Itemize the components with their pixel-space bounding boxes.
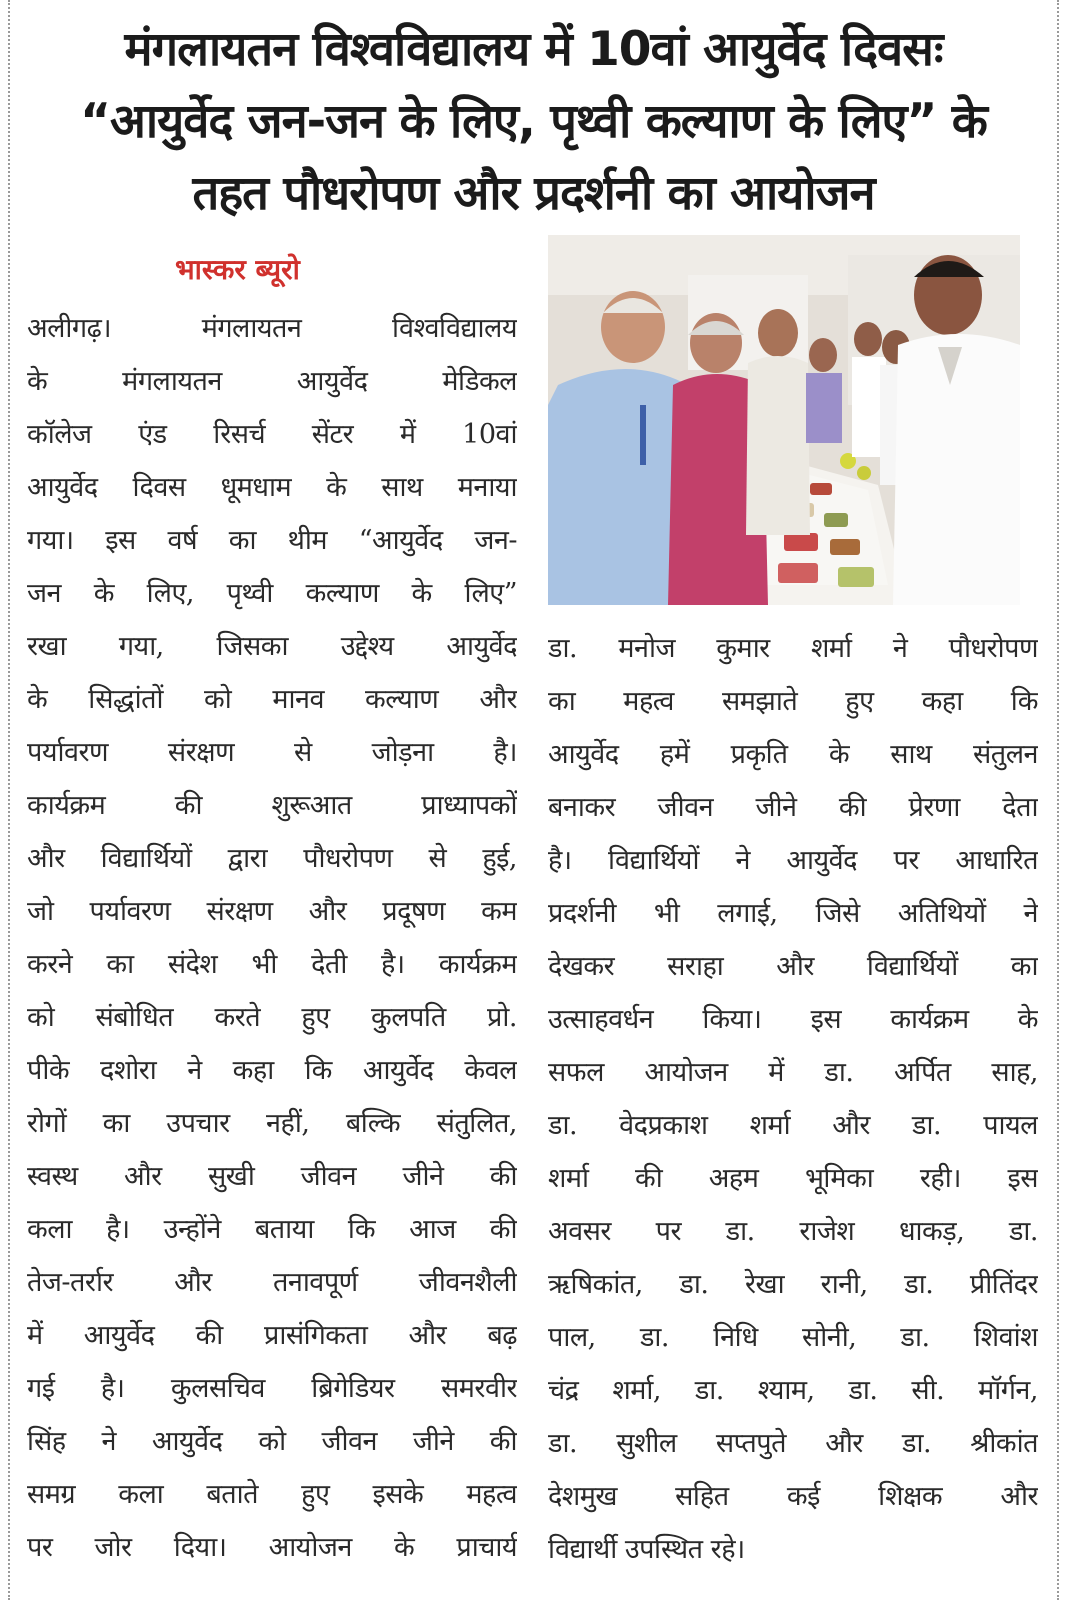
article-line: डा. मनोज कुमार शर्मा ने पौधरोपण	[548, 633, 1038, 664]
article-line: देशमुख सहित कई शिक्षक और	[548, 1481, 1038, 1512]
article-line: पीके दशोरा ने कहा कि आयुर्वेद केवल	[27, 1055, 517, 1086]
article-line: पाल, डा. निधि सोनी, डा. शिवांश	[548, 1322, 1038, 1353]
article-line: पर जोर दिया। आयोजन के प्राचार्य	[27, 1532, 517, 1563]
article-line: विद्यार्थी उपस्थित रहे।	[548, 1534, 745, 1565]
article-line: डा. सुशील सप्तपुते और डा. श्रीकांत	[548, 1428, 1038, 1459]
article-line: चंद्र शर्मा, डा. श्याम, डा. सी. मॉर्गन,	[548, 1375, 1038, 1406]
article-line: स्वस्थ और सुखी जीवन जीने की	[27, 1161, 517, 1192]
article-line: अलीगढ़। मंगलायतन विश्वविद्यालय	[27, 313, 517, 344]
article-line: पर्यावरण संरक्षण से जोड़ना है।	[27, 737, 517, 768]
article-line: आयुर्वेद हमें प्रकृति के साथ संतुलन	[548, 739, 1038, 770]
article-line: समग्र कला बताते हुए इसके महत्व	[27, 1479, 517, 1510]
article-line: सफल आयोजन में डा. अर्पित साह,	[548, 1057, 1038, 1088]
article-line: जन के लिए, पृथ्वी कल्याण के लिए”	[27, 578, 517, 609]
article-line: करने का संदेश भी देती है। कार्यक्रम	[27, 949, 517, 980]
article-line: शर्मा की अहम भूमिका रही। इस	[548, 1163, 1038, 1194]
article-line: सिंह ने आयुर्वेद को जीवन जीने की	[27, 1426, 517, 1457]
article-line: आयुर्वेद दिवस धूमधाम के साथ मनाया	[27, 472, 517, 503]
article-line: और विद्यार्थियों द्वारा पौधरोपण से हुई,	[27, 843, 517, 874]
article-line: गया। इस वर्ष का थीम “आयुर्वेद जन-	[27, 525, 517, 556]
event-photo	[548, 235, 1020, 605]
article-line: में आयुर्वेद की प्रासंगिकता और बढ़	[27, 1320, 517, 1351]
article-line: तेज-तर्रार और तनावपूर्ण जीवनशैली	[27, 1267, 517, 1298]
article-line: प्रदर्शनी भी लगाई, जिसे अतिथियों ने	[548, 898, 1038, 929]
article-line: के सिद्धांतों को मानव कल्याण और	[27, 684, 517, 715]
byline: भास्कर ब्यूरो	[175, 253, 300, 286]
article-column-left	[27, 302, 517, 1574]
article-line: कला है। उन्होंने बताया कि आज की	[27, 1214, 517, 1245]
article-line: अवसर पर डा. राजेश धाकड़, डा.	[548, 1216, 1038, 1247]
article-line: कार्यक्रम की शुरूआत प्राध्यापकों	[27, 790, 517, 821]
article-line: है। विद्यार्थियों ने आयुर्वेद पर आधारित	[548, 845, 1038, 876]
article-line: जो पर्यावरण संरक्षण और प्रदूषण कम	[27, 896, 517, 927]
dotted-border-left	[8, 0, 10, 1600]
article-line: रखा गया, जिसका उद्देश्य आयुर्वेद	[27, 631, 517, 662]
article-line: को संबोधित करते हुए कुलपति प्रो.	[27, 1002, 517, 1033]
event-photo-icon	[548, 235, 1020, 605]
article-line: उत्साहवर्धन किया। इस कार्यक्रम के	[548, 1004, 1038, 1035]
article-line: गई है। कुलसचिव ब्रिगेडियर समरवीर	[27, 1373, 517, 1404]
article-line: बनाकर जीवन जीने की प्रेरणा देता	[548, 792, 1038, 823]
headline-line: तहत पौधरोपण और प्रदर्शनी का आयोजन	[192, 166, 875, 221]
dotted-border-right	[1057, 0, 1059, 1600]
article-line: के मंगलायतन आयुर्वेद मेडिकल	[27, 366, 517, 397]
headline	[30, 14, 1037, 230]
article-line: ऋषिकांत, डा. रेखा रानी, डा. प्रीतिंदर	[548, 1269, 1038, 1300]
article-line: कॉलेज एंड रिसर्च सेंटर में 10वां	[27, 419, 517, 450]
article-line: देखकर सराहा और विद्यार्थियों का	[548, 951, 1038, 982]
headline-line: मंगलायतन विश्वविद्यालय में 10वां आयुर्वेद दिवसः	[124, 22, 943, 77]
article-line: रोगों का उपचार नहीं, बल्कि संतुलित,	[27, 1108, 517, 1139]
article-line: डा. वेदप्रकाश शर्मा और डा. पायल	[548, 1110, 1038, 1141]
article-column-right	[548, 622, 1038, 1576]
article-line: का महत्व समझाते हुए कहा कि	[548, 686, 1038, 717]
headline-line: “आयुर्वेद जन-जन के लिए, पृथ्वी कल्याण के लिए” के	[80, 94, 987, 149]
